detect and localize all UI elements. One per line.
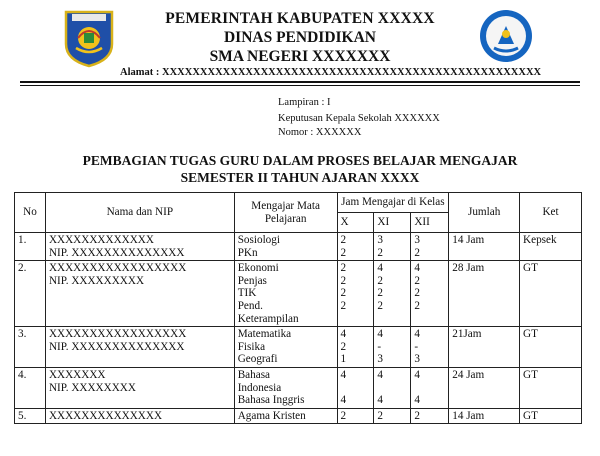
hours-xi <box>374 367 411 408</box>
header-mata-pelajaran: Mengajar Mata Pelajaran <box>234 193 337 233</box>
table-row <box>15 408 582 424</box>
hours-x-line: 2 <box>340 274 347 287</box>
subject-line: Pend. <box>237 299 263 312</box>
hours-xi-line: 4 <box>377 368 384 381</box>
teacher-nip: NIP. XXXXXXXXXXXXXX <box>48 246 185 259</box>
hours-x <box>337 367 374 408</box>
total-hours: 28 Jam <box>449 261 520 327</box>
document-subtitle: SEMESTER II TAHUN AJARAN XXXX <box>180 170 420 185</box>
hours-xi-line <box>377 382 407 395</box>
hours-xi-line: 3 <box>377 234 384 246</box>
row-number: 2. <box>15 261 46 327</box>
header-kelas-xi: XI <box>374 213 411 233</box>
remark: GT <box>520 261 582 327</box>
hours-x-line: 2 <box>340 409 347 422</box>
table-header-row <box>15 193 582 213</box>
subject <box>234 233 337 261</box>
subject-line: Sosiologi <box>237 234 280 246</box>
hours-xi <box>374 261 411 327</box>
teacher-cell <box>45 261 234 327</box>
total-hours: 14 Jam <box>449 233 520 261</box>
hours-xii-line: 2 <box>414 274 420 287</box>
hours-xi <box>374 327 411 368</box>
table-row <box>15 327 582 368</box>
subject <box>234 327 337 368</box>
hours-xii <box>411 233 449 261</box>
hours-xi-line: - <box>377 340 382 353</box>
hours-x-line: 2 <box>340 287 347 300</box>
hours-xi-line <box>377 313 407 326</box>
row-number: 3. <box>15 327 46 368</box>
hours-xii-line <box>414 382 445 395</box>
hours-x-line: 4 <box>340 368 347 381</box>
hours-x-line: 2 <box>340 246 347 259</box>
table-row <box>15 233 582 261</box>
hours-xi-line: 2 <box>377 246 384 259</box>
header-address: Alamat : XXXXXXXXXXXXXXXXXXXXXXXXXXXXXXXXXXXXXXXXXXXXXXXXXX <box>120 67 542 78</box>
hours-x <box>337 408 374 424</box>
hours-xi-line: 4 <box>377 394 384 407</box>
teacher-name: XXXXXXXXXXXXX <box>48 234 154 246</box>
teacher-nip: NIP. XXXXXXXXX <box>48 274 145 287</box>
subject-line: Penjas <box>237 274 267 287</box>
subject-line: Agama Kristen <box>237 409 306 422</box>
hours-xii-line <box>414 313 445 326</box>
hours-xii <box>411 367 449 408</box>
subject-line: Keterampilan <box>237 312 299 325</box>
teacher-name: XXXXXXX <box>48 368 106 381</box>
hours-xi-line: 2 <box>377 274 384 287</box>
hours-x-line: 2 <box>340 234 347 246</box>
hours-xi-line: 4 <box>377 328 384 341</box>
total-hours: 14 Jam <box>449 408 520 424</box>
row-number: 5. <box>15 408 46 424</box>
hours-x-line: 2 <box>340 340 347 353</box>
teacher-nip: NIP. XXXXXXXXXXXXXX <box>48 340 185 353</box>
hours-xii <box>411 408 449 424</box>
table-row <box>15 367 582 408</box>
lampiran-nomor: Nomor : XXXXXX <box>278 127 362 138</box>
teacher-cell <box>45 233 234 261</box>
row-number: 4. <box>15 367 46 408</box>
remark: GT <box>520 408 582 424</box>
header-ket: Ket <box>520 193 582 233</box>
hours-xii <box>411 261 449 327</box>
hours-x-line: 2 <box>340 299 347 312</box>
document-title: PEMBAGIAN TUGAS GURU DALAM PROSES BELAJAR MENGAJAR <box>82 153 518 168</box>
hours-xii-line: 3 <box>414 234 420 246</box>
subject-line: Bahasa Inggris <box>237 394 305 407</box>
hours-xii-line: 3 <box>414 353 420 366</box>
teacher-cell <box>45 367 234 408</box>
hours-xii <box>411 327 449 368</box>
header-school: SMA NEGERI XXXXXXX <box>209 48 391 65</box>
header-department: DINAS PENDIDIKAN <box>223 29 376 46</box>
subject-line: TIK <box>237 287 257 300</box>
hours-xi-line: 2 <box>377 299 384 312</box>
hours-xii-line: 2 <box>414 246 420 259</box>
teaching-assignment-table <box>14 192 582 424</box>
subject <box>234 367 337 408</box>
hours-xii-line: 4 <box>414 368 420 381</box>
header-government: PEMERINTAH KABUPATEN XXXXX <box>165 10 435 27</box>
hours-xi-line: 3 <box>377 353 384 366</box>
remark: GT <box>520 327 582 368</box>
subject-line: Ekonomi <box>237 262 279 275</box>
hours-xii-line: 4 <box>414 262 420 275</box>
subject <box>234 261 337 327</box>
subject-line: Matematika <box>237 328 292 341</box>
hours-x-line: 1 <box>340 353 347 366</box>
hours-x-line <box>341 382 371 395</box>
table-row <box>15 261 582 327</box>
teacher-cell <box>45 408 234 424</box>
subject-line: Bahasa <box>237 368 271 381</box>
subject-line: Indonesia <box>237 381 282 394</box>
hours-xii-line: - <box>414 340 419 353</box>
teacher-name: XXXXXXXXXXXXXXXXX <box>48 262 187 275</box>
lampiran-decree: Keputusan Kepala Sekolah XXXXXX <box>278 113 440 124</box>
hours-x <box>337 233 374 261</box>
row-number: 1. <box>15 233 46 261</box>
total-hours: 24 Jam <box>449 367 520 408</box>
teacher-name: XXXXXXXXXXXXXXXXX <box>48 328 187 341</box>
header-jumlah: Jumlah <box>449 193 520 233</box>
hours-x <box>337 327 374 368</box>
hours-x-line: 2 <box>340 262 347 275</box>
hours-xi <box>374 408 411 424</box>
teacher-name: XXXXXXXXXXXXXX <box>48 409 163 422</box>
remark: Kepsek <box>520 233 582 261</box>
subject-line: Geografi <box>237 353 278 366</box>
hours-x-line <box>341 313 371 326</box>
teacher-cell <box>45 327 234 368</box>
hours-x <box>337 261 374 327</box>
header-kelas-xii: XII <box>411 213 449 233</box>
teacher-nip: NIP. XXXXXXXX <box>48 381 136 394</box>
lampiran-number: Lampiran : I <box>278 97 331 108</box>
hours-xi <box>374 233 411 261</box>
letterhead-rule-thin <box>20 85 580 86</box>
subject-line: PKn <box>237 246 258 259</box>
header-kelas-x: X <box>337 213 374 233</box>
hours-x-line: 4 <box>340 328 347 341</box>
total-hours: 21Jam <box>449 327 520 368</box>
remark: GT <box>520 367 582 408</box>
hours-xi-line: 2 <box>377 409 384 422</box>
hours-xii-line: 4 <box>414 328 420 341</box>
subject-line: Fisika <box>237 340 266 353</box>
hours-xi-line: 4 <box>377 262 384 275</box>
hours-xii-line: 2 <box>414 287 420 300</box>
subject <box>234 408 337 424</box>
letterhead-rule <box>20 81 580 83</box>
hours-xi-line: 2 <box>377 287 384 300</box>
header-jam-mengajar: Jam Mengajar di Kelas <box>337 193 449 213</box>
header-nama-nip: Nama dan NIP <box>45 193 234 233</box>
hours-x-line: 4 <box>340 394 347 407</box>
hours-xii-line: 2 <box>414 299 420 312</box>
hours-xii-line: 4 <box>414 394 420 407</box>
header-no: No <box>15 193 46 233</box>
hours-xii-line: 2 <box>414 409 420 422</box>
